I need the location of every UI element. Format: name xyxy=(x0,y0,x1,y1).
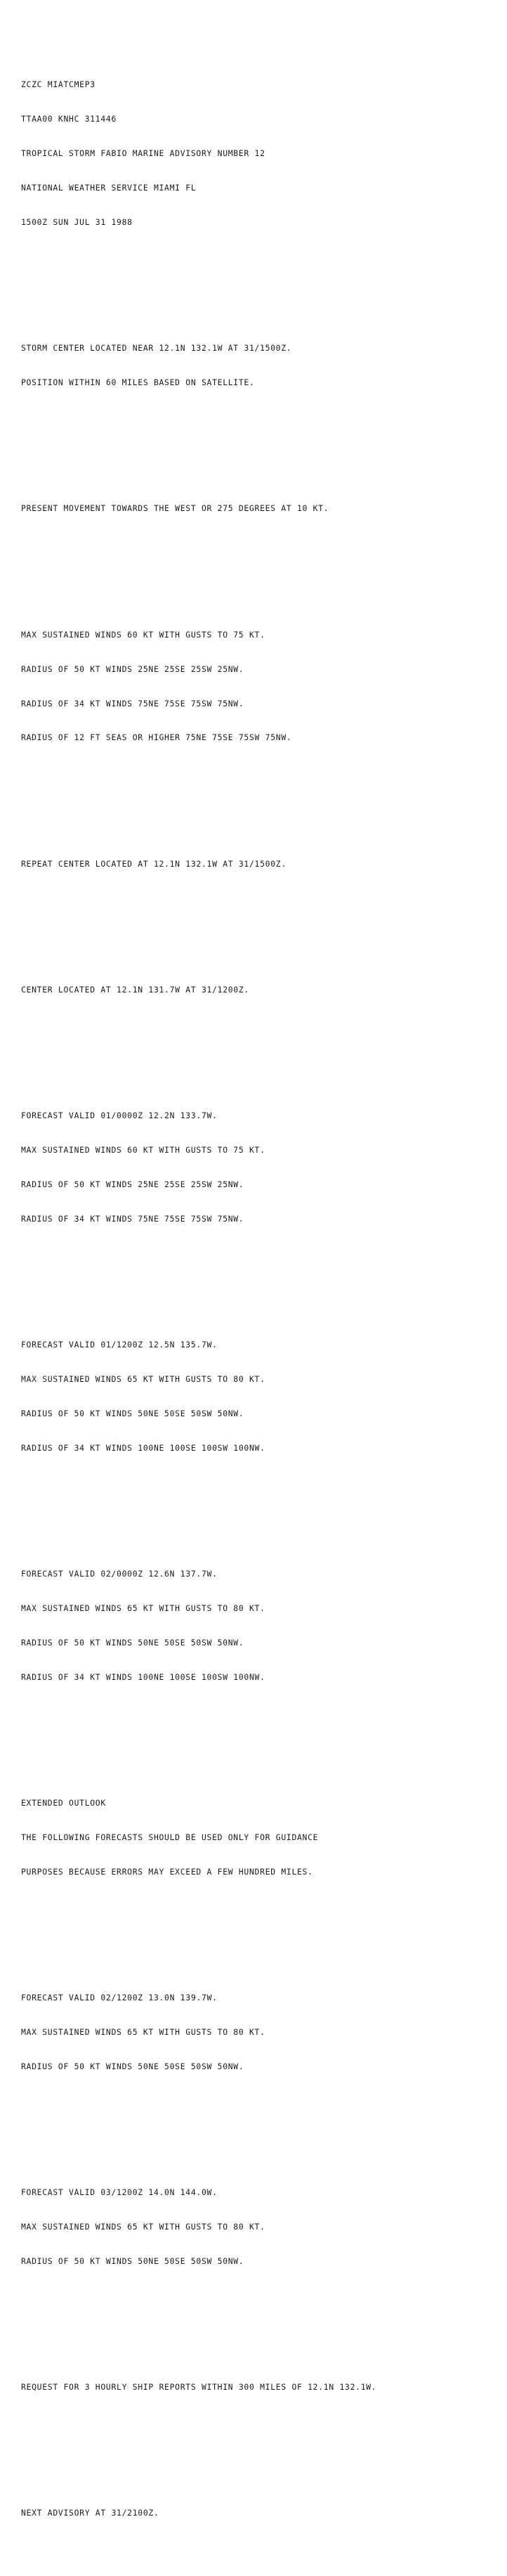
advisory-line: RADIUS OF 34 KT WINDS 100NE 100SE 100SW 100NW. xyxy=(21,1671,265,1682)
advisory-line: NEXT ADVISORY AT 31/2100Z. xyxy=(21,2508,159,2518)
forecast-block xyxy=(21,1969,376,2095)
advisory-line: MAX SUSTAINED WINDS 60 KT WITH GUSTS TO 75 KT. xyxy=(21,629,265,640)
advisory-line: STORM CENTER LOCATED NEAR 12.1N 132.1W AT 31/1500Z. xyxy=(21,343,292,354)
header-block xyxy=(21,56,376,251)
blank-line xyxy=(21,789,376,801)
ship-request-block xyxy=(21,2359,376,2416)
advisory-line: REQUEST FOR 3 HOURLY SHIP REPORTS WITHIN 300 MILES OF 12.1N 132.1W. xyxy=(21,2382,377,2393)
repeat-center-block xyxy=(21,835,376,892)
blank-line xyxy=(21,915,376,926)
next-advisory-block xyxy=(21,2485,376,2542)
blank-line xyxy=(21,2118,376,2129)
advisory-line: MAX SUSTAINED WINDS 65 KT WITH GUSTS TO 80 KT. xyxy=(21,2222,265,2232)
advisory-line: PURPOSES BECAUSE ERRORS MAY EXCEED A FEW HUNDRED MILES. xyxy=(21,1866,313,1877)
advisory-line: RADIUS OF 50 KT WINDS 50NE 50SE 50SW 50NW. xyxy=(21,2061,244,2071)
advisory-line: FORECAST VALID 01/0000Z 12.2N 133.7W. xyxy=(21,1111,218,1121)
advisory-line: MAX SUSTAINED WINDS 65 KT WITH GUSTS TO 80 KT. xyxy=(21,2026,265,2037)
advisory-line: REPEAT CENTER LOCATED AT 12.1N 132.1W AT 31/1500Z. xyxy=(21,858,287,869)
blank-line xyxy=(21,274,376,285)
storm-center-block xyxy=(21,320,376,411)
advisory-line: MAX SUSTAINED WINDS 60 KT WITH GUSTS TO 75 KT. xyxy=(21,1145,265,1156)
advisory-line: CENTER LOCATED AT 12.1N 131.7W AT 31/1200Z. xyxy=(21,984,249,995)
header-line: TROPICAL STORM FABIO MARINE ADVISORY NUMBER 12 xyxy=(21,148,265,159)
movement-block xyxy=(21,480,376,537)
header-line: NATIONAL WEATHER SERVICE MIAMI FL xyxy=(21,183,197,193)
blank-line xyxy=(21,1041,376,1052)
blank-line xyxy=(21,1270,376,1281)
current-winds-block xyxy=(21,606,376,766)
forecast-block xyxy=(21,2164,376,2290)
advisory-line: FORECAST VALID 01/1200Z 12.5N 135.7W. xyxy=(21,1340,218,1350)
advisory-line: FORECAST VALID 02/1200Z 13.0N 139.7W. xyxy=(21,1993,218,2003)
blank-line xyxy=(21,2439,376,2450)
advisory-line: RADIUS OF 50 KT WINDS 50NE 50SE 50SW 50NW. xyxy=(21,2255,244,2266)
blank-line xyxy=(21,1499,376,1510)
forecast-block xyxy=(21,1545,376,1705)
advisory-line: EXTENDED OUTLOOK xyxy=(21,1798,106,1808)
advisory-line: RADIUS OF 12 FT SEAS OR HIGHER 75NE 75SE 75SW 75NW. xyxy=(21,732,292,743)
blank-line xyxy=(21,2312,376,2324)
advisory-line: MAX SUSTAINED WINDS 65 KT WITH GUSTS TO 80 KT. xyxy=(21,1603,265,1613)
header-line: 1500Z SUN JUL 31 1988 xyxy=(21,217,133,228)
advisory-line: FORECAST VALID 02/0000Z 12.6N 137.7W. xyxy=(21,1569,218,1579)
advisory-line: RADIUS OF 34 KT WINDS 100NE 100SE 100SW 100NW. xyxy=(21,1442,265,1453)
advisory-line: THE FOLLOWING FORECASTS SHOULD BE USED ONLY FOR GUIDANCE xyxy=(21,1832,319,1842)
forecast-block xyxy=(21,1316,376,1477)
blank-line xyxy=(21,1923,376,1934)
header-line: TTAA00 KNHC 311446 xyxy=(21,114,117,124)
advisory-line: RADIUS OF 50 KT WINDS 50NE 50SE 50SW 50NW. xyxy=(21,1637,244,1648)
advisory-line: RADIUS OF 50 KT WINDS 25NE 25SE 25SW 25NW. xyxy=(21,664,244,674)
prior-center-block xyxy=(21,961,376,1018)
blank-line xyxy=(21,1728,376,1740)
blank-line xyxy=(21,560,376,571)
advisory-line: RADIUS OF 34 KT WINDS 75NE 75SE 75SW 75NW. xyxy=(21,698,244,708)
advisory-line: RADIUS OF 50 KT WINDS 50NE 50SE 50SW 50NW. xyxy=(21,1408,244,1418)
marine-advisory-text xyxy=(21,22,376,2576)
forecast-block xyxy=(21,1087,376,1248)
extended-outlook-block xyxy=(21,1774,376,1900)
header-line: ZCZC MIATCMEP3 xyxy=(21,79,96,90)
advisory-line: RADIUS OF 34 KT WINDS 75NE 75SE 75SW 75NW. xyxy=(21,1213,244,1224)
advisory-line: PRESENT MOVEMENT TOWARDS THE WEST OR 275 DEGREES AT 10 KT. xyxy=(21,503,329,514)
advisory-line: MAX SUSTAINED WINDS 65 KT WITH GUSTS TO 80 KT. xyxy=(21,1374,265,1385)
advisory-line: RADIUS OF 50 KT WINDS 25NE 25SE 25SW 25NW. xyxy=(21,1179,244,1189)
advisory-line: POSITION WITHIN 60 MILES BASED ON SATELLITE. xyxy=(21,377,255,388)
advisory-line: FORECAST VALID 03/1200Z 14.0N 144.0W. xyxy=(21,2187,218,2198)
blank-line xyxy=(21,434,376,446)
